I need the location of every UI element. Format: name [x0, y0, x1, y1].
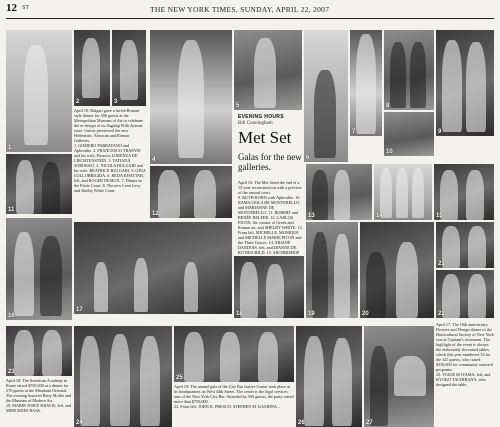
feature-byline: Bill Cunningham [238, 121, 273, 126]
photo: 16 [6, 218, 72, 320]
caption-april17: April 17: The 10th anniversary Flowers and Design dinner of the Horticultural Society of New York was at Cipriani's restaurant. The highlight of the event is always the elaborately decorated tables, which this year numbered 33 for the 325 guests, who raised $350,000 for community outreach programs. 25. YUKIE KOYAMA, left, and KYOKO TACHIBANA, who designed the table. [436, 322, 494, 387]
photo: 25 [174, 326, 294, 382]
photo: 11 [6, 154, 72, 214]
photo: 14 [374, 164, 432, 220]
photo: 15 [434, 164, 494, 220]
photo: 22 [436, 270, 494, 318]
feature-deck: Galas for the new galleries. [238, 152, 302, 172]
photo: 24 [74, 326, 172, 427]
masthead-line: THE NEW YORK TIMES, SUNDAY, APRIL 22, 2007 [150, 5, 330, 14]
page-number: 12 [6, 2, 17, 14]
photo: 4 [150, 30, 232, 164]
caption-april19: April 19: The annual gala of the City Bar Justice Center took place at its headquarters on West 44th Street. The center is the legal services arm of the New York City Bar. Attended by 500 guests, the party raised more than $750,000. 22. From left, JOHN K. PRESCO, STEPHEN M. KASHINA... [174, 384, 294, 409]
photo: 27 [364, 326, 434, 427]
page-section: ST [22, 5, 30, 11]
photo: 23 [6, 326, 72, 376]
photo: 26 [296, 326, 362, 427]
photo: 13 [306, 164, 372, 220]
photo: 8 [384, 30, 434, 110]
caption-april16: April 16: The Met listed the end of a 15-year reconstruction with a preview of the central court. 9. RUTH KOHN with Aphrodite. 10. RAMA LEILA DE MONTEBELLO and MARIANNE DE MONTEBELLO. 11. ROBERT and RENÉE BELFER. 12. CARLOS PICON, the curator of Greek and Roman art, and SHELBY WHITE. 13. From left, MICHELLE, MONIQUE and MICHELLE MARIE PICON and the Three Graces. 14. ARIANE DANDOIS, left, and DIANNE DE ROTHSCHILD. 15. ARCHBISHOP [238, 180, 303, 255]
header-rule [6, 18, 494, 19]
photo: 9 [436, 30, 494, 136]
photo: 7 [350, 30, 382, 136]
caption-april18: April 18: The American Academy in Rome raised $750,000 at a dinner for 270 guests at the Mandarin Oriental. The evening honored Betty Muller and the Museum of Modern Art. 19. MARIE-JOSEE KRAVIS, left, and MERCEDES BASS. [6, 378, 72, 413]
photo: 1 [6, 30, 72, 152]
photo: 5 [234, 30, 302, 110]
photo: 6 [304, 30, 348, 162]
photo: 21 [436, 222, 494, 268]
page-header [0, 0, 500, 20]
feature-kicker: EVENING HOURS [238, 114, 284, 120]
photo: 2 [74, 30, 110, 106]
photo: 20 [360, 222, 434, 318]
feature-title: Met Set [238, 128, 292, 147]
photo: 12 [150, 166, 232, 218]
photo: 3 [112, 30, 146, 106]
photo: 17 [74, 222, 232, 314]
photo: 19 [306, 222, 358, 318]
photo: 18 [234, 256, 304, 318]
caption-april10: April 10: Bulgari gave a lavish Roman-style dinner for 300 guests at the Metropolitan Museum of Art to celebrate the re-design of its flagship Fifth Avenue store. Guests previewed the new Hellenistic, Etruscan and Roman Galleries. 1. GOMERO PARRAVANO and Aphrodite. 2. FRANCESCO TRAPANI and his wife, Princess LORENZA DE LIECHTENSTEIN. 3. TATIANA SOROKKO. 4. NICOLA BULGARI and his wife, BEATRICE BULGARI. 5. GINA LOLLOBRIGIDA. 6. REDA KHATTAB, left, and ROGER DESIGN. 7. Dinner in the Petrie Court. 8. The new Leon Levy and Shelby White Court. [74, 108, 146, 193]
photo: 10 [384, 112, 434, 156]
